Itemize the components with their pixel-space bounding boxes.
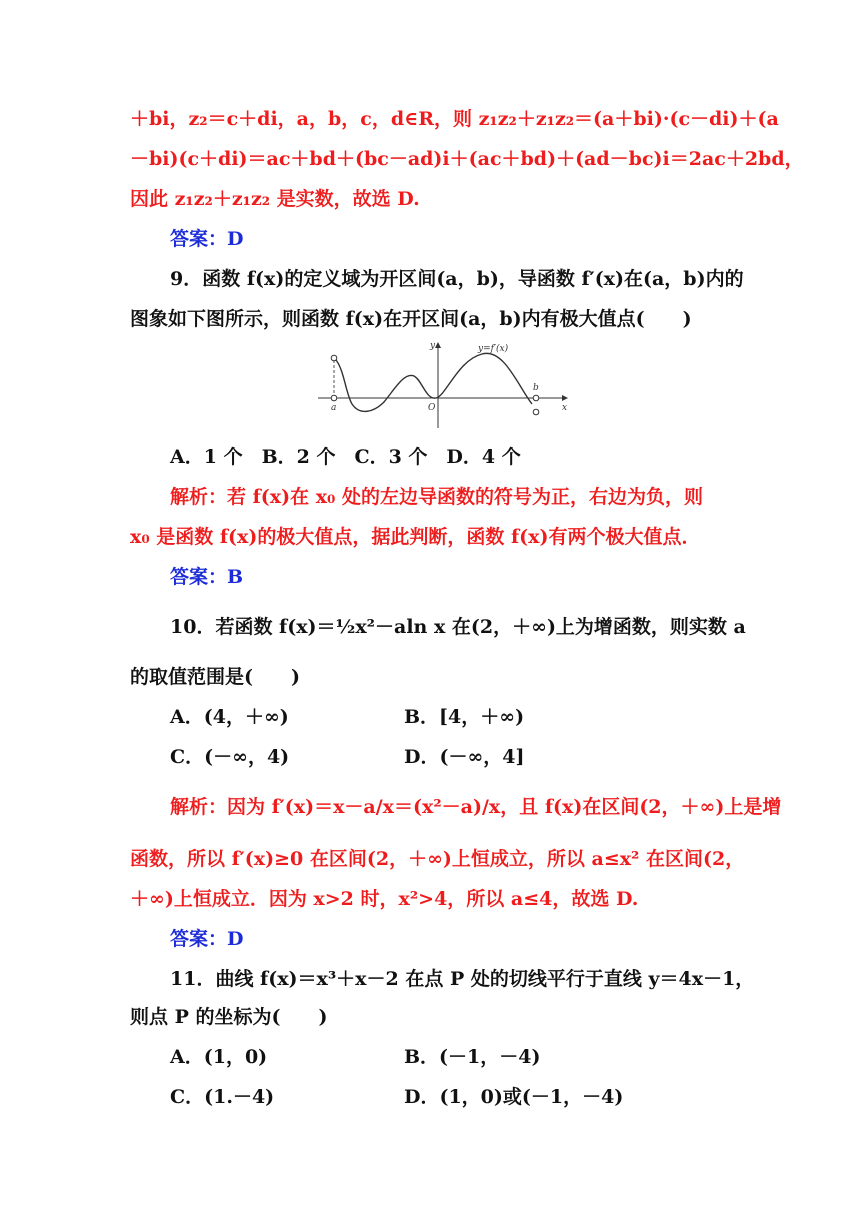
question-9-line-1: 9．函数 f(x)的定义域为开区间(a，b)，导函数 f′(x)在(a，b)内的 [170,268,744,290]
option-11-a: A．(1，0) [170,1046,268,1068]
y-axis-arrow [435,342,441,348]
solution-10-line-3: ＋∞)上恒成立．因为 x>2 时，x²>4，所以 a≤4，故选 D. [130,888,639,910]
question-10-line-2: 的取值范围是( ) [130,666,300,688]
question-11-line-2: 则点 P 的坐标为( ) [130,1006,328,1028]
options-9: A．1 个 B．2 个 C．3 个 D．4 个 [170,446,521,468]
option-10-d: D．(－∞，4] [404,746,525,768]
x-axis-arrow [562,395,568,401]
option-11-d: D．(1，0)或(－1，－4) [404,1086,624,1108]
open-endpoint-b [533,395,539,401]
x-label: x [562,403,568,413]
solution-9-line-2: x₀ 是函数 f(x)的极大值点，据此判断，函数 f(x)有两个极大值点． [130,526,701,548]
question-10-line-1: 10．若函数 f(x)＝½x²－aln x 在(2，＋∞)上为增函数，则实数 a [170,616,746,638]
answer-8: 答案：D [170,228,244,250]
answer-9: 答案：B [170,566,244,588]
question-9-line-2: 图象如下图所示，则函数 f(x)在开区间(a，b)内有极大值点( ) [130,308,692,330]
option-10-c: C．(－∞，4) [170,746,290,768]
origin-label: O [428,403,436,413]
derivative-graph [318,336,574,432]
y-label: y [430,341,436,351]
solution-10-line-2: 函数，所以 f′(x)≥0 在区间(2，＋∞)上恒成立，所以 a≤x² 在区间(2， [130,848,745,870]
question-11-line-1: 11．曲线 f(x)＝x³＋x－2 在点 P 处的切线平行于直线 y＝4x－1， [170,968,755,990]
a-label: a [331,403,337,413]
solution-8-line-2: －bi)(c＋di)＝ac＋bd＋(bc－ad)i＋(ac＋bd)＋(ad－bc)i＝2ac＋2bd， [130,148,804,170]
open-endpoint-right [533,409,539,415]
option-10-b: B．[4，＋∞) [404,706,525,728]
solution-8-line-3: 因此 z₁z₂＋z₁z₂ 是实数，故选 D. [130,188,420,210]
open-endpoint-left [331,355,337,361]
b-label: b [533,383,539,393]
curve-label: y=f′(x) [478,344,509,354]
option-11-c: C．(1.－4) [170,1086,275,1108]
solution-10-line-1: 解析：因为 f′(x)＝x－a/x＝(x²－a)/x，且 f(x)在区间(2，＋∞)上是增 [170,796,782,818]
option-10-a: A．(4，＋∞) [170,706,289,728]
answer-10: 答案：D [170,928,244,950]
solution-9-line-1: 解析：若 f(x)在 x₀ 处的左边导函数的符号为正，右边为负，则 [170,486,703,508]
solution-8-line-1: ＋bi，z₂＝c＋di，a，b，c，d∈R，则 z₁z₂＋z₁z₂＝(a＋bi)·(c－di)＋(a [130,108,779,130]
option-11-b: B．(－1，－4) [404,1046,541,1068]
open-endpoint-a [331,395,337,401]
